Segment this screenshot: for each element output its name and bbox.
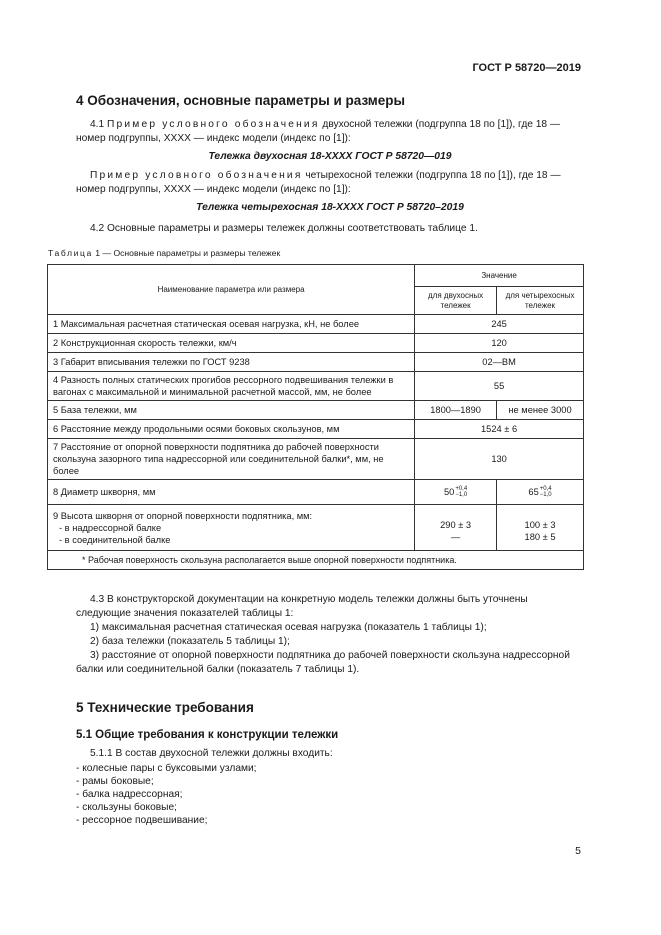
tolerance-upper: +0,4 (455, 486, 468, 493)
param-value-four-axle (497, 505, 584, 551)
param-value: 55 (415, 372, 584, 401)
param-value-four-axle: не менее 3000 (497, 401, 584, 420)
parameters-table (47, 264, 584, 570)
paragraph-4-1 (76, 118, 584, 146)
table-caption-word: Таблица (48, 248, 93, 258)
param-value: 130 (415, 439, 584, 480)
tolerance-upper: +0,4 (539, 486, 552, 493)
nominal-value: 50 (444, 486, 455, 497)
param-name: 8 Диаметр шкворня, мм (48, 480, 415, 505)
value-sub-2: — (450, 532, 461, 542)
table-row (48, 439, 584, 480)
tolerance (455, 486, 467, 498)
table-caption (48, 248, 280, 258)
list-item: 3) расстояние от опорной поверхности подпятника до рабочей поверхности скользуна надрессорной балки или соединительной балки (показатель 7 таблицы 1). (76, 650, 570, 675)
header-value: Значение (415, 265, 584, 287)
param-name: 6 Расстояние между продольными осями боковых скользунов, мм (48, 420, 415, 439)
param-value-two-axle (415, 505, 497, 551)
document-code: ГОСТ Р 58720—2019 (472, 62, 581, 74)
table-row (48, 353, 584, 372)
param-value-four-axle (497, 480, 584, 505)
paragraph-text: четырехосной тележки (подгруппа 18 по [1]), где 18 — номер подгруппы, ХХХХ — индекс модели (индекс по [1]): (76, 170, 561, 195)
components-list (76, 762, 584, 827)
section-5-title: 5 Технические требования (76, 700, 254, 715)
example-label: Пример условного обозначения (90, 170, 303, 181)
tolerance (540, 486, 552, 498)
paragraph-number: 4.1 (90, 119, 107, 130)
designation-example-1: Тележка двухосная 18-ХХХХ ГОСТ Р 58720—019 (208, 151, 452, 162)
table-row (48, 401, 584, 420)
param-sub-1: - в надрессорной балке (59, 522, 162, 533)
paragraph-4-3: 4.3 В конструкторской документации на конкретную модель тележки должны быть уточнены следующие значения показателей таблицы 1: (76, 594, 528, 619)
table-caption-text: 1 — Основные параметры и размеры тележек (92, 248, 281, 258)
param-name: 7 Расстояние от опорной поверхности подпятника до рабочей поверхности скользуна зазорного типа надрессорной или соединительной балки*, мм, не более (48, 439, 415, 480)
header-parameter: Наименование параметра или размера (48, 265, 415, 315)
list-item: - скользуны боковые; (76, 802, 177, 813)
param-name: 3 Габарит вписывания тележки по ГОСТ 9238 (48, 353, 415, 372)
list-item: - рамы боковые; (76, 776, 154, 787)
list-item: 1) максимальная расчетная статическая осевая нагрузка (показатель 1 таблицы 1); (90, 622, 487, 633)
param-value: 1524 ± 6 (415, 420, 584, 439)
param-value-two-axle: 1800—1890 (415, 401, 497, 420)
param-name: 4 Разность полных статических прогибов рессорного подвешивания тележки в вагонах с максимальной и минимальной расчетной массой, мм, не более (48, 372, 415, 401)
value-sub-1: 100 ± 3 (524, 520, 556, 530)
param-name: 5 База тележки, мм (48, 401, 415, 420)
paragraph-text: двухосной тележки (подгруппа 18 по [1]), где 18 — номер подгруппы, ХХХХ — индекс модели (индекс по [1]): (76, 119, 561, 144)
header-two-axle: для двухосных тележек (415, 287, 497, 315)
param-sub-2: - в соединительной балке (59, 534, 171, 545)
subsection-5-1-title: 5.1 Общие требования к конструкции тележки (76, 729, 339, 741)
table-row (48, 480, 584, 505)
param-value-two-axle (415, 480, 497, 505)
header-four-axle: для четырехосных тележек (497, 287, 584, 315)
table-row (48, 334, 584, 353)
table-row (48, 505, 584, 551)
list-item: - балка надрессорная; (76, 789, 183, 800)
section-4-title: 4 Обозначения, основные параметры и размеры (76, 93, 406, 108)
list-item: - рессорное подвешивание; (76, 815, 208, 826)
list-item: - колесные пары с буксовыми узлами; (76, 763, 257, 774)
paragraph-example-2 (76, 169, 584, 197)
paragraph-5-1-1: 5.1.1 В состав двухосной тележки должны входить: (90, 748, 333, 759)
param-name (48, 505, 415, 551)
tolerance-lower: −1,0 (455, 492, 468, 499)
table-row (48, 315, 584, 334)
designation-example-2: Тележка четырехосная 18-ХХХХ ГОСТ Р 58720–2019 (196, 202, 464, 213)
param-name-main: 9 Высота шкворня от опорной поверхности подпятника, мм: (53, 510, 313, 521)
example-label: Пример условного обозначения (107, 119, 320, 130)
param-value: 02—ВМ (415, 353, 584, 372)
page-number: 5 (575, 845, 581, 857)
table-footnote: * Рабочая поверхность скользуна располагается выше опорной поверхности подпятника. (48, 551, 584, 570)
table-row (48, 420, 584, 439)
param-name: 1 Максимальная расчетная статическая осевая нагрузка, кН, не более (48, 315, 415, 334)
nominal-value: 65 (528, 486, 539, 497)
param-name: 2 Конструкционная скорость тележки, км/ч (48, 334, 415, 353)
param-value: 245 (415, 315, 584, 334)
paragraph-4-2: 4.2 Основные параметры и размеры тележек должны соответствовать таблице 1. (90, 223, 478, 234)
value-sub-2: 180 ± 5 (524, 532, 556, 542)
tolerance-lower: −1,0 (539, 492, 552, 499)
param-value: 120 (415, 334, 584, 353)
list-item: 2) база тележки (показатель 5 таблицы 1); (90, 636, 290, 647)
table-row (48, 372, 584, 401)
value-sub-1: 290 ± 3 (440, 520, 472, 530)
